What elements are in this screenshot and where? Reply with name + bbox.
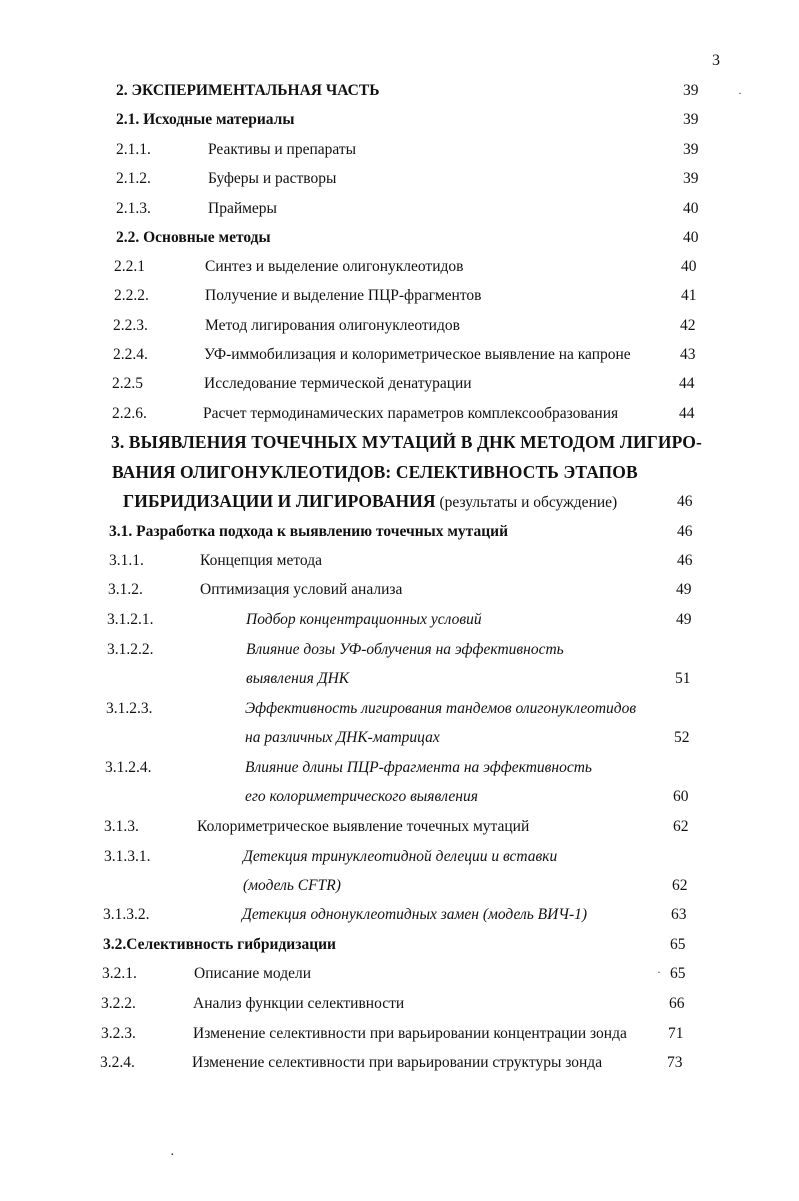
toc-heading-3-line1: 3. ВЫЯВЛЕНИЯ ТОЧЕЧНЫХ МУТАЦИЙ В ДНК МЕТОДОМ ЛИГИРО-	[111, 432, 702, 452]
toc-page: 44	[679, 375, 695, 392]
toc-number: 2.2.5	[112, 375, 143, 392]
toc-title: Оптимизация условий анализа	[200, 581, 403, 598]
toc-number: 3.2.3.	[101, 1025, 136, 1042]
toc-number: 3.1.3.2.	[103, 906, 150, 923]
toc-number: 3.2.4.	[100, 1054, 135, 1071]
toc-page: 49	[676, 611, 692, 628]
toc-title: Анализ функции селективности	[193, 995, 405, 1012]
page-number: 3	[712, 52, 720, 69]
toc-page: 39	[683, 170, 699, 187]
toc-page: 71	[668, 1025, 684, 1042]
toc-title: Влияние дозы УФ-облучения на эффективность	[246, 641, 564, 658]
toc-title: Синтез и выделение олигонуклеотидов	[205, 258, 464, 275]
toc-number: 3.2.2.	[101, 995, 136, 1012]
toc-number: 2.2.1	[114, 258, 145, 275]
toc-page: 46	[677, 552, 693, 569]
toc-number: 2.2.6.	[112, 405, 147, 422]
toc-page: 62	[673, 818, 689, 835]
toc-page: 49	[676, 581, 692, 598]
toc-heading-2-2: 2.2. Основные методы	[116, 229, 271, 246]
toc-page: 51	[675, 670, 691, 687]
toc-title: Праймеры	[208, 200, 277, 217]
toc-number: 3.1.2.1.	[107, 611, 154, 628]
toc-page: 46	[677, 493, 693, 510]
toc-number: 3.1.2.	[108, 581, 143, 598]
toc-title-cont: его колориметрического выявления	[245, 788, 478, 805]
toc-page: 66	[669, 995, 685, 1012]
toc-page: 43	[680, 346, 696, 363]
toc-heading-3-line2: ВАНИЯ ОЛИГОНУКЛЕОТИДОВ: СЕЛЕКТИВНОСТЬ ЭТАПОВ	[112, 462, 638, 482]
toc-page: 40	[683, 200, 699, 217]
toc-number: 2.1.2.	[116, 170, 151, 187]
toc-title: Колориметрическое выявление точечных мутаций	[197, 818, 530, 835]
toc-page: 44	[679, 405, 695, 422]
toc-heading-2-1: 2.1. Исходные материалы	[116, 111, 295, 128]
toc-title: Исследование термической денатурации	[204, 375, 472, 392]
toc-page: 62	[672, 877, 688, 894]
toc-heading-3-1: 3.1. Разработка подхода к выявлению точечных мутаций	[109, 523, 509, 540]
toc-title: Подбор концентрационных условий	[246, 611, 482, 628]
toc-page: 65	[670, 936, 686, 953]
toc-number: 3.1.3.	[104, 818, 139, 835]
toc-title: Эффективность лигирования тандемов олигонуклеотидов	[245, 700, 637, 717]
toc-page: 39	[683, 82, 699, 99]
toc-number: 2.1.3.	[116, 200, 151, 217]
toc-title: Реактивы и препараты	[208, 141, 357, 158]
toc-number: 2.2.3.	[113, 317, 148, 334]
toc-number: 3.1.2.3.	[106, 700, 153, 717]
toc-page: 39	[683, 111, 699, 128]
toc-page: 40	[683, 229, 699, 246]
toc-title: Влияние длины ПЦР-фрагмента на эффективность	[245, 759, 592, 776]
toc-page: 42	[680, 317, 696, 334]
toc-title: Буферы и растворы	[208, 170, 337, 187]
toc-number: 3.1.3.1.	[104, 848, 151, 865]
toc-number: 3.1.2.4.	[105, 759, 152, 776]
toc-title-cont: выявления ДНК	[246, 670, 350, 687]
toc-heading-3-2: 3.2.Селективность гибридизации	[103, 936, 336, 953]
toc-title: Получение и выделение ПЦР-фрагментов	[205, 287, 482, 304]
toc-title: Изменение селективности при варьировании концентрации зонда	[193, 1025, 627, 1042]
toc-page: 65	[670, 965, 686, 982]
toc-page: 39	[683, 141, 699, 158]
toc-page: 60	[673, 788, 689, 805]
toc-number: 2.1.1.	[116, 141, 151, 158]
toc-heading-3-line3	[123, 491, 617, 512]
toc-title: Детекция тринуклеотидной делеции и вставки	[243, 848, 558, 865]
toc-page: 73	[667, 1054, 683, 1071]
toc-number: 3.1.2.2.	[107, 641, 154, 658]
toc-page: 41	[681, 287, 697, 304]
toc-title: Концепция метода	[200, 552, 323, 569]
toc-title: Детекция однонуклеотидных замен (модель ВИЧ-1)	[242, 906, 588, 923]
toc-number: 2.2.2.	[114, 287, 149, 304]
toc-heading-3-note: (результаты и обсуждение)	[435, 494, 618, 511]
toc-title: Метод лигирования олигонуклеотидов	[205, 317, 460, 334]
toc-page: 52	[674, 729, 690, 746]
toc-page: 46	[677, 523, 693, 540]
toc-page: 40	[681, 258, 697, 275]
toc-title-cont: на различных ДНК-матрицах	[245, 729, 440, 746]
toc-page: 63	[671, 906, 687, 923]
toc-number: 3.1.1.	[109, 552, 144, 569]
scan-speck: ·	[170, 1148, 175, 1163]
toc-heading-3-bold: ГИБРИДИЗАЦИИ И ЛИГИРОВАНИЯ	[123, 491, 436, 511]
toc-title: Изменение селективности при варьировании структуры зонда	[192, 1054, 603, 1071]
toc-title: Расчет термодинамических параметров комплексообразования	[203, 405, 619, 422]
toc-number: 2.2.4.	[113, 346, 148, 363]
scan-speck: ·	[657, 965, 661, 979]
toc-title: УФ-иммобилизация и колориметрическое выявление на капроне	[204, 346, 631, 363]
toc-title: Описание модели	[194, 965, 311, 982]
toc-number: 3.2.1.	[102, 965, 137, 982]
toc-heading-2: 2. ЭКСПЕРИМЕНТАЛЬНАЯ ЧАСТЬ	[116, 82, 380, 99]
scan-speck: ·	[738, 86, 742, 100]
toc-title-cont: (модель CFTR)	[243, 877, 341, 894]
